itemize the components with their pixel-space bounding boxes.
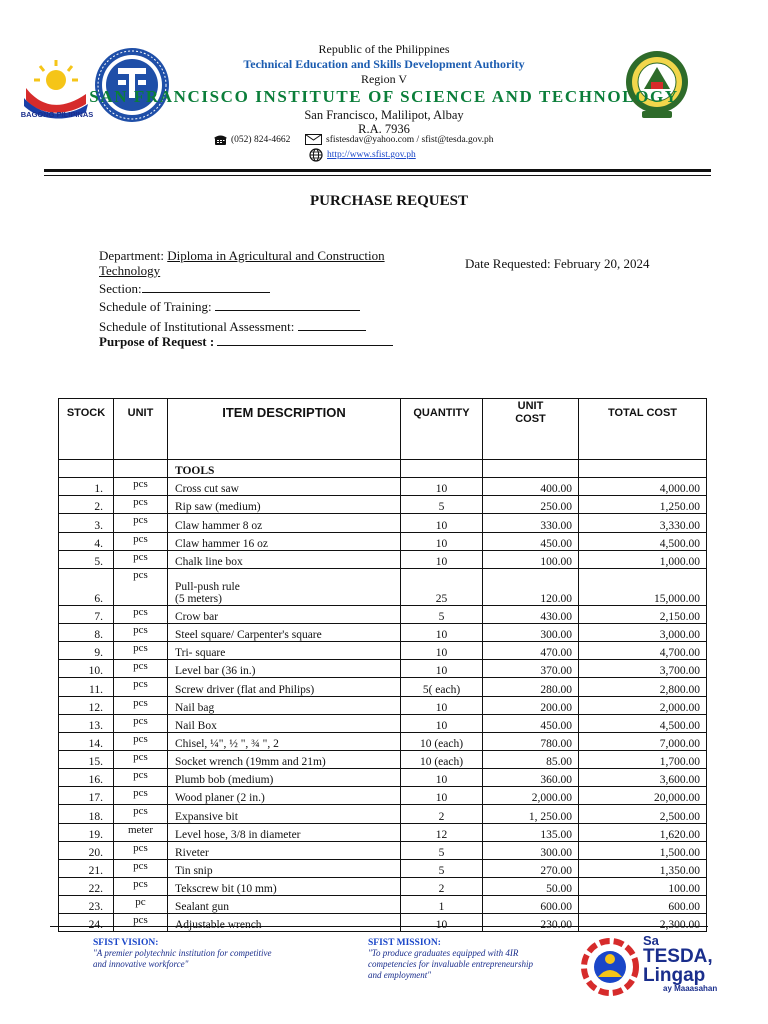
section-blank bbox=[142, 282, 270, 293]
table-row bbox=[59, 769, 707, 787]
category-row bbox=[59, 460, 707, 478]
stock-cell: 11. bbox=[59, 678, 114, 696]
website-contact bbox=[309, 148, 416, 162]
description-cell: Socket wrench (19mm and 21m) bbox=[168, 750, 401, 768]
vision-label: SFIST VISION: bbox=[93, 938, 159, 948]
lingap-line2: TESDA, bbox=[643, 946, 713, 967]
website-link[interactable]: http://www.sfist.gov.ph bbox=[327, 150, 416, 160]
table-row bbox=[59, 605, 707, 623]
total-cost-cell: 15,000.00 bbox=[579, 568, 707, 605]
envelope-icon bbox=[305, 134, 322, 145]
description-cell: Plumb bob (medium) bbox=[168, 769, 401, 787]
stock-cell: 9. bbox=[59, 642, 114, 660]
unit-cost-cell: 330.00 bbox=[483, 514, 579, 532]
stock-cell: 17. bbox=[59, 787, 114, 805]
unit-cost-cell: 270.00 bbox=[483, 859, 579, 877]
schedule-assessment-blank bbox=[298, 320, 366, 331]
unit-cost-cell: 1, 250.00 bbox=[483, 805, 579, 823]
phone-number: (052) 824-4662 bbox=[231, 134, 291, 145]
stock-cell: 23. bbox=[59, 896, 114, 914]
table-row bbox=[59, 623, 707, 641]
table-row bbox=[59, 914, 707, 932]
unit-cell: pcs bbox=[114, 805, 168, 823]
table-row bbox=[59, 732, 707, 750]
category-label: TOOLS bbox=[168, 460, 401, 478]
header-unit-cost-line2: COST bbox=[515, 413, 546, 425]
description-cell: Wood planer (2 in.) bbox=[168, 787, 401, 805]
stock-cell: 8. bbox=[59, 623, 114, 641]
unit-cost-cell: 135.00 bbox=[483, 823, 579, 841]
description-cell: Level hose, 3/8 in diameter bbox=[168, 823, 401, 841]
header-divider-thick bbox=[44, 169, 711, 172]
stock-cell: 18. bbox=[59, 805, 114, 823]
unit-cost-cell: 250.00 bbox=[483, 496, 579, 514]
total-cost-cell: 2,500.00 bbox=[579, 805, 707, 823]
quantity-cell: 10 bbox=[401, 696, 483, 714]
stock-cell: 5. bbox=[59, 550, 114, 568]
table-row bbox=[59, 642, 707, 660]
unit-cell: pcs bbox=[114, 732, 168, 750]
date-requested: Date Requested: February 20, 2024 bbox=[465, 256, 650, 271]
unit-cell: pcs bbox=[114, 660, 168, 678]
unit-cost-cell: 370.00 bbox=[483, 660, 579, 678]
description-cell: Expansive bit bbox=[168, 805, 401, 823]
stock-cell bbox=[59, 914, 114, 932]
quantity-cell: 5 bbox=[401, 859, 483, 877]
total-cost-cell: 4,500.00 bbox=[579, 532, 707, 550]
department-field bbox=[99, 248, 439, 278]
quantity-cell: 5 bbox=[401, 496, 483, 514]
header-item-description: ITEM DESCRIPTION bbox=[168, 399, 401, 460]
stock-cell: 10. bbox=[59, 660, 114, 678]
header-stock: STOCK bbox=[59, 399, 114, 460]
table-row bbox=[59, 550, 707, 568]
section-field bbox=[99, 281, 270, 297]
quantity-cell: 10 bbox=[401, 623, 483, 641]
stock-cell: 4. bbox=[59, 532, 114, 550]
unit-cost-cell: 400.00 bbox=[483, 478, 579, 496]
total-cost-cell: 3,700.00 bbox=[579, 660, 707, 678]
description-cell: Level bar (36 in.) bbox=[168, 660, 401, 678]
lingap-line3: Lingap bbox=[643, 965, 706, 986]
table-header-row bbox=[59, 399, 707, 460]
header-total-cost: TOTAL COST bbox=[579, 399, 707, 460]
quantity-cell: 10 bbox=[401, 550, 483, 568]
schedule-assessment-label: Schedule of Institutional Assessment: bbox=[99, 319, 295, 334]
stock-cell: 20. bbox=[59, 841, 114, 859]
stock-cell: 12. bbox=[59, 696, 114, 714]
unit-cost-cell: 85.00 bbox=[483, 750, 579, 768]
unit-cell: pcs bbox=[114, 877, 168, 895]
unit-cell: pcs bbox=[114, 550, 168, 568]
table-row bbox=[59, 841, 707, 859]
stock-cell: 2. bbox=[59, 496, 114, 514]
unit-cell: pcs bbox=[114, 478, 168, 496]
table-row bbox=[59, 787, 707, 805]
vision-text: "A premier polytechnic institution for competitive and innovative workforce" bbox=[93, 948, 272, 969]
description-cell: Nail Box bbox=[168, 714, 401, 732]
unit-cost-cell: 100.00 bbox=[483, 550, 579, 568]
vision-block bbox=[93, 938, 283, 970]
unit-cost-cell: 2,000.00 bbox=[483, 787, 579, 805]
unit-cell: pcs bbox=[114, 714, 168, 732]
quantity-cell: 5 bbox=[401, 605, 483, 623]
unit-cell: pcs bbox=[114, 568, 168, 605]
unit-cost-cell: 430.00 bbox=[483, 605, 579, 623]
stock-cell: 15. bbox=[59, 750, 114, 768]
stock-cell: 14. bbox=[59, 732, 114, 750]
description-cell: Rip saw (medium) bbox=[168, 496, 401, 514]
document-title: PURCHASE REQUEST bbox=[310, 193, 468, 209]
description-cell: Screw driver (flat and Philips) bbox=[168, 678, 401, 696]
table-row bbox=[59, 714, 707, 732]
description-cell: Tekscrew bit (10 mm) bbox=[168, 877, 401, 895]
table-row bbox=[59, 496, 707, 514]
quantity-cell: 1 bbox=[401, 896, 483, 914]
unit-cell: pcs bbox=[114, 623, 168, 641]
quantity-cell: 10 (each) bbox=[401, 732, 483, 750]
quantity-cell: 10 bbox=[401, 769, 483, 787]
total-cost-cell: 600.00 bbox=[579, 896, 707, 914]
institute-name: SAN FRANCISCO INSTITUTE OF SCIENCE AND TECHNOLOGY bbox=[89, 87, 679, 106]
unit-cost-cell: 200.00 bbox=[483, 696, 579, 714]
stock-cell: 3. bbox=[59, 514, 114, 532]
table-row bbox=[59, 514, 707, 532]
total-cost-cell bbox=[579, 914, 707, 932]
unit-cost-cell: 470.00 bbox=[483, 642, 579, 660]
tesda-lingap-logo-text bbox=[643, 934, 717, 993]
unit-cell: pcs bbox=[114, 514, 168, 532]
quantity-cell: 10 bbox=[401, 532, 483, 550]
total-cost-cell: 3,330.00 bbox=[579, 514, 707, 532]
description-cell: Chisel, ¼", ½ ", ¾ ", 2 bbox=[168, 732, 401, 750]
mission-text: "To produce graduates equipped with 4IR competencies for invaluable entrepreneurship and employment" bbox=[368, 948, 534, 980]
stock-cell: 22. bbox=[59, 877, 114, 895]
description-cell: Nail bag bbox=[168, 696, 401, 714]
quantity-cell: 12 bbox=[401, 823, 483, 841]
table-row bbox=[59, 805, 707, 823]
quantity-cell: 25 bbox=[401, 568, 483, 605]
unit-cell: pcs bbox=[114, 841, 168, 859]
total-cost-cell: 4,500.00 bbox=[579, 714, 707, 732]
schedule-training-field bbox=[99, 299, 360, 315]
total-cost-cell: 20,000.00 bbox=[579, 787, 707, 805]
table-row bbox=[59, 859, 707, 877]
unit-cell: pcs bbox=[114, 496, 168, 514]
total-cost-cell: 2,800.00 bbox=[579, 678, 707, 696]
phone-contact bbox=[214, 134, 290, 145]
total-cost-cell: 1,500.00 bbox=[579, 841, 707, 859]
description-cell: Chalk line box bbox=[168, 550, 401, 568]
purpose-blank bbox=[217, 335, 393, 346]
unit-cell: pcs bbox=[114, 769, 168, 787]
total-cost-cell: 3,600.00 bbox=[579, 769, 707, 787]
unit-cell: pcs bbox=[114, 750, 168, 768]
address-line: San Francisco, Malilipot, Albay bbox=[304, 108, 464, 122]
quantity-cell: 5( each) bbox=[401, 678, 483, 696]
purchase-request-table bbox=[58, 398, 707, 932]
mission-block bbox=[368, 938, 538, 981]
table-row bbox=[59, 823, 707, 841]
description-cell: Steel square/ Carpenter's square bbox=[168, 623, 401, 641]
unit-cell: meter bbox=[114, 823, 168, 841]
department-label: Department: bbox=[99, 248, 164, 263]
stock-cell: 7. bbox=[59, 605, 114, 623]
schedule-training-label: Schedule of Training: bbox=[99, 299, 212, 314]
quantity-cell: 10 (each) bbox=[401, 750, 483, 768]
quantity-cell: 10 bbox=[401, 514, 483, 532]
schedule-training-blank bbox=[215, 300, 360, 311]
table-row bbox=[59, 568, 707, 605]
email-addresses: sfistesdav@yahoo.com / sfist@tesda.gov.ph bbox=[326, 134, 494, 145]
table-bottom-rule bbox=[50, 926, 708, 927]
header-quantity: QUANTITY bbox=[401, 399, 483, 460]
table-row bbox=[59, 532, 707, 550]
total-cost-cell: 1,700.00 bbox=[579, 750, 707, 768]
description-line2: (5 meters) bbox=[175, 592, 222, 605]
agency-name: Technical Education and Skills Development Authority bbox=[243, 57, 525, 71]
table-row bbox=[59, 750, 707, 768]
region-line: Region V bbox=[360, 72, 408, 86]
telephone-icon bbox=[214, 134, 227, 145]
total-cost-cell: 2,150.00 bbox=[579, 605, 707, 623]
description-cell: Claw hammer 8 oz bbox=[168, 514, 401, 532]
email-contact bbox=[305, 134, 494, 145]
purpose-field bbox=[99, 334, 393, 350]
unit-cell: pcs bbox=[114, 914, 168, 932]
stock-cell: 1. bbox=[59, 478, 114, 496]
description-cell: Crow bar bbox=[168, 605, 401, 623]
total-cost-cell: 7,000.00 bbox=[579, 732, 707, 750]
mission-label: SFIST MISSION: bbox=[368, 938, 441, 948]
total-cost-cell: 4,700.00 bbox=[579, 642, 707, 660]
description-cell: Tri- square bbox=[168, 642, 401, 660]
header-unit: UNIT bbox=[114, 399, 168, 460]
department-value: Diploma in Agricultural and Construction Technology bbox=[99, 248, 385, 278]
quantity-cell bbox=[401, 914, 483, 932]
unit-cell: pc bbox=[114, 896, 168, 914]
quantity-cell: 10 bbox=[401, 714, 483, 732]
total-cost-cell: 4,000.00 bbox=[579, 478, 707, 496]
unit-cost-cell: 300.00 bbox=[483, 841, 579, 859]
quantity-cell: 2 bbox=[401, 805, 483, 823]
total-cost-cell: 1,000.00 bbox=[579, 550, 707, 568]
description-cell: Riveter bbox=[168, 841, 401, 859]
table-row bbox=[59, 678, 707, 696]
total-cost-cell: 1,250.00 bbox=[579, 496, 707, 514]
total-cost-cell: 1,620.00 bbox=[579, 823, 707, 841]
section-label: Section: bbox=[99, 281, 142, 296]
stock-cell: 13. bbox=[59, 714, 114, 732]
bagong-pilipinas-caption: BAGONG PILIPINAS bbox=[20, 110, 94, 119]
unit-cost-cell: 450.00 bbox=[483, 714, 579, 732]
purpose-label: Purpose of Request : bbox=[99, 334, 215, 349]
unit-cell: pcs bbox=[114, 678, 168, 696]
unit-cost-cell: 50.00 bbox=[483, 877, 579, 895]
total-cost-cell: 3,000.00 bbox=[579, 623, 707, 641]
quantity-cell: 2 bbox=[401, 877, 483, 895]
table-row bbox=[59, 478, 707, 496]
republic-line: Republic of the Philippines bbox=[318, 42, 450, 56]
lingap-line1: Sa bbox=[643, 933, 659, 948]
description-cell: Sealant gun bbox=[168, 896, 401, 914]
quantity-cell: 5 bbox=[401, 841, 483, 859]
total-cost-cell: 2,000.00 bbox=[579, 696, 707, 714]
quantity-cell: 10 bbox=[401, 787, 483, 805]
quantity-cell: 10 bbox=[401, 660, 483, 678]
schedule-assessment-field bbox=[99, 319, 366, 335]
description-cell bbox=[168, 914, 401, 932]
unit-cell: pcs bbox=[114, 859, 168, 877]
unit-cell: pcs bbox=[114, 532, 168, 550]
header-unit-cost bbox=[483, 399, 579, 460]
unit-cost-cell: 280.00 bbox=[483, 678, 579, 696]
unit-cell: pcs bbox=[114, 642, 168, 660]
republic-act-line: R.A. 7936 bbox=[358, 122, 410, 136]
table-row bbox=[59, 877, 707, 895]
table-row bbox=[59, 660, 707, 678]
description-cell bbox=[168, 568, 401, 605]
total-cost-cell: 1,350.00 bbox=[579, 859, 707, 877]
unit-cell: pcs bbox=[114, 787, 168, 805]
header-unit-cost-line1: UNIT bbox=[517, 400, 544, 412]
unit-cost-cell: 780.00 bbox=[483, 732, 579, 750]
unit-cost-cell: 600.00 bbox=[483, 896, 579, 914]
table-row bbox=[59, 896, 707, 914]
unit-cost-cell: 120.00 bbox=[483, 568, 579, 605]
table-row bbox=[59, 696, 707, 714]
total-cost-cell: 100.00 bbox=[579, 877, 707, 895]
description-cell: Cross cut saw bbox=[168, 478, 401, 496]
quantity-cell: 10 bbox=[401, 642, 483, 660]
header-divider-thin bbox=[44, 175, 711, 176]
stock-cell: 16. bbox=[59, 769, 114, 787]
globe-icon bbox=[309, 148, 323, 162]
unit-cell: pcs bbox=[114, 605, 168, 623]
unit-cost-cell bbox=[483, 914, 579, 932]
unit-cell: pcs bbox=[114, 696, 168, 714]
description-line1: Pull-push rule bbox=[175, 580, 240, 593]
description-cell: Claw hammer 16 oz bbox=[168, 532, 401, 550]
stock-cell: 19. bbox=[59, 823, 114, 841]
stock-cell: 6. bbox=[59, 568, 114, 605]
stock-cell: 21. bbox=[59, 859, 114, 877]
quantity-cell: 10 bbox=[401, 478, 483, 496]
description-cell: Tin snip bbox=[168, 859, 401, 877]
unit-cost-cell: 450.00 bbox=[483, 532, 579, 550]
unit-cost-cell: 360.00 bbox=[483, 769, 579, 787]
lingap-line4: ay Maaasahan bbox=[663, 984, 718, 993]
unit-cost-cell: 300.00 bbox=[483, 623, 579, 641]
